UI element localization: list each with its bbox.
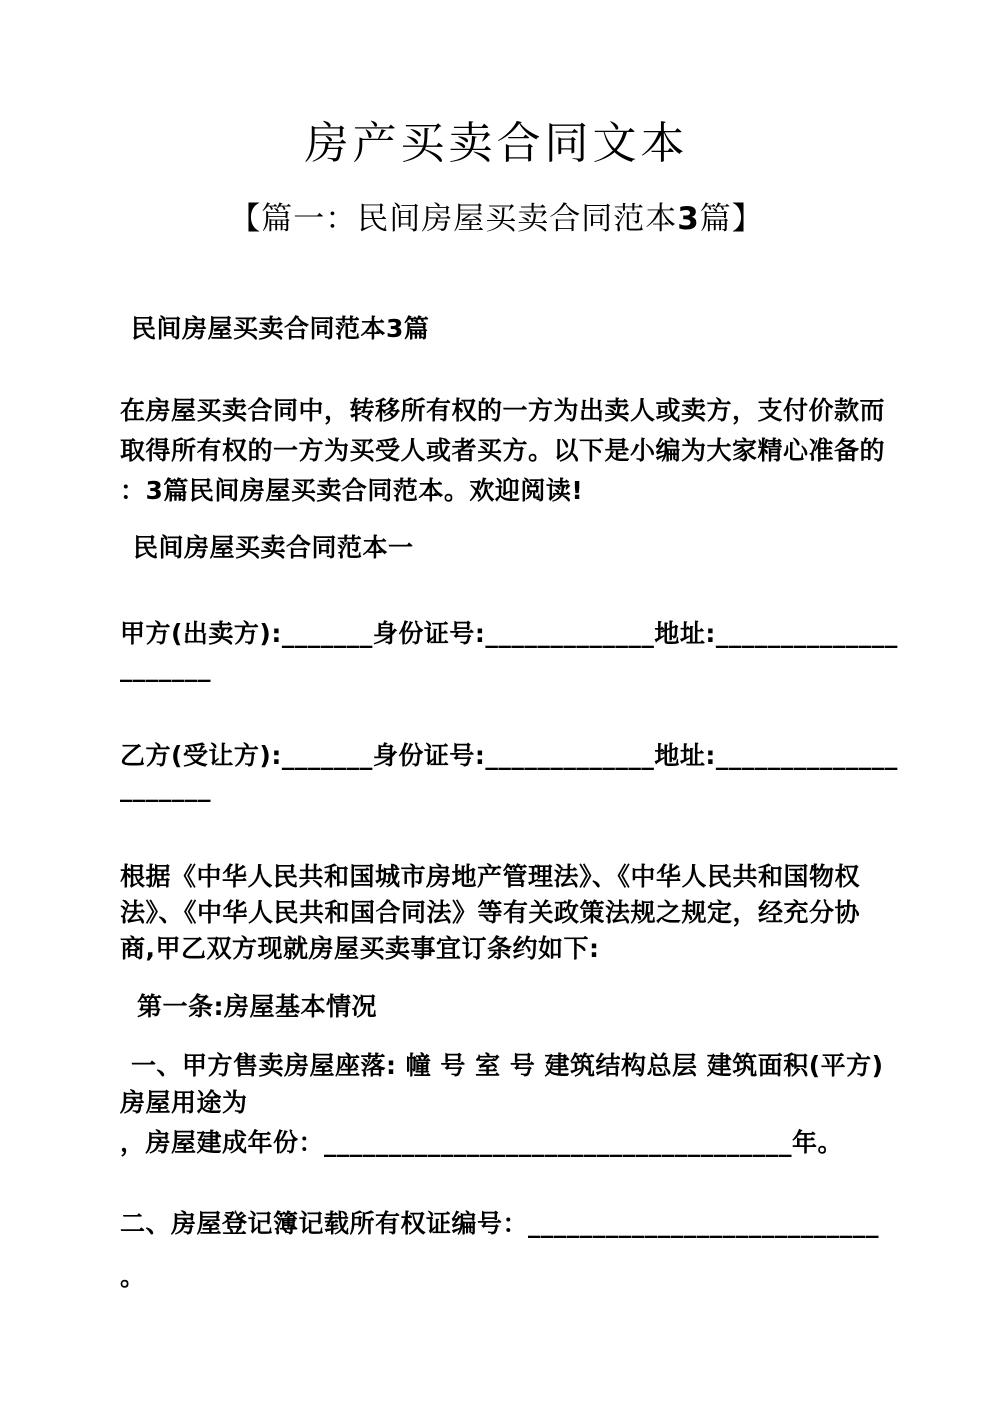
intro-paragraph-line: 在房屋买卖合同中，转移所有权的一方为出卖人或卖方，支付价款而 (120, 396, 886, 425)
legal-basis-line: 根据《中华人民共和国城市房地产管理法》、《中华人民共和国物权 (120, 862, 861, 891)
intro-paragraph-line: 取得所有权的一方为买受人或者买方。以下是小编为大家精心准备的 (120, 436, 886, 465)
clause2-blank-line: 二、房屋登记簿记载所有权证编号：___________________________ (120, 1209, 880, 1238)
trailing-period: 。 (120, 1262, 146, 1291)
legal-basis-line: 法》、《中华人民共和国合同法》等有关政策法规之规定，经充分协 (120, 898, 861, 927)
party-a-blank-line: 甲方(出卖方):_______身份证号:_____________地址:______________ (120, 619, 898, 648)
clause1-heading: 第一条:房屋基本情况 (137, 992, 377, 1021)
sample-one-heading: 民间房屋买卖合同范本一 (133, 533, 414, 562)
party-b-blank-continuation: _______ (120, 773, 211, 802)
subtitle-prefix: 【篇一：民间房屋买卖合同范本 (229, 201, 678, 236)
document-title: 房产买卖合同文本 (304, 119, 689, 168)
intro-paragraph-line: ：3篇民间房屋买卖合同范本。欢迎阅读! (120, 476, 584, 505)
subtitle-number: 3 (677, 201, 700, 237)
legal-basis-line: 商,甲乙双方现就房屋买卖事宜订条约如下: (120, 934, 600, 963)
subtitle-suffix: 篇】 (699, 201, 764, 236)
section-subtitle (0, 199, 993, 239)
sample-collection-heading: 民间房屋买卖合同范本3篇 (131, 314, 430, 343)
clause1-item-line: 一、甲方售卖房屋座落: 幢 号 室 号 建筑结构总层 建筑面积(平方) (131, 1051, 884, 1080)
build-year-blank-line: ，房屋建成年份：____________________________________年。 (120, 1128, 844, 1157)
party-b-blank-line: 乙方(受让方):_______身份证号:_____________地址:______________ (120, 741, 898, 770)
clause1-item-line: 房屋用途为 (120, 1088, 248, 1117)
party-a-blank-continuation: _______ (120, 653, 211, 682)
